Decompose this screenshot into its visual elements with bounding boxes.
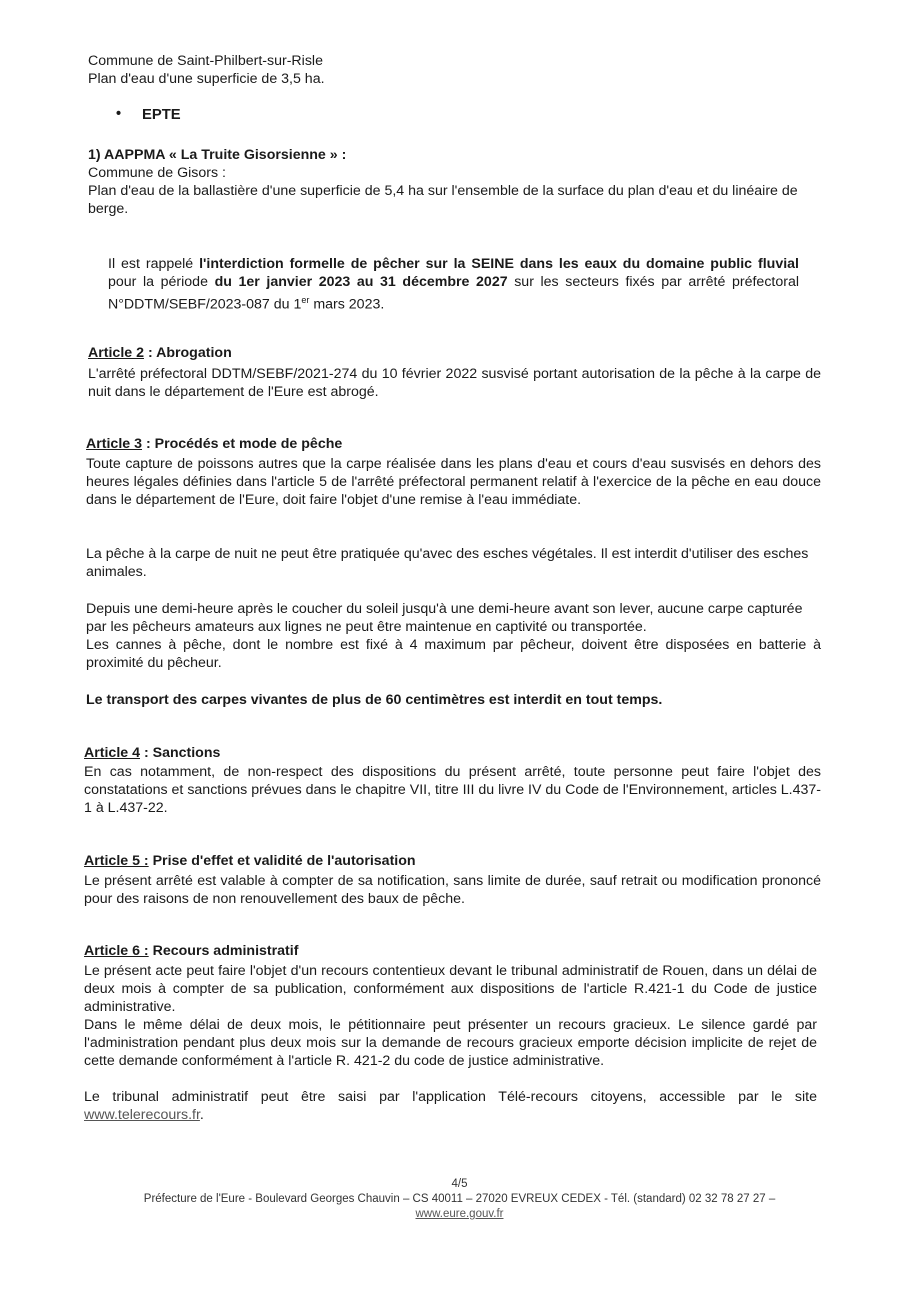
article-3-heading: Article 3 : Procédés et mode de pêche	[86, 436, 343, 452]
article-4-heading: Article 4 : Sanctions	[84, 745, 221, 761]
gisors-plan: Plan d'eau de la ballastière d'une superficie de 5,4 ha sur l'ensemble de la surface du plan d'eau et du linéaire de berge.	[88, 183, 798, 217]
article-2-text: L'arrêté préfectoral DDTM/SEBF/2021-274 du 10 février 2022 susvisé portant autorisation de la pêche à la carpe de nuit dans le département de l'Eure est abrogé.	[88, 366, 821, 400]
bullet-icon: •	[116, 106, 122, 122]
article-3-paragraph-1: Toute capture de poissons autres que la carpe réalisée dans les plans d'eau et cours d'eau susvisés en dehors des heures légales définies dans l'article 5 de l'arrêté préfectoral permanent relatif à l'exercice de la pêche en eau douce dans le département de l'Eure, doit faire l'objet d'une remise à l'eau immédiate.	[86, 456, 821, 508]
section-title-epte: EPTE	[142, 107, 181, 123]
article-3-paragraph-4: Les cannes à pêche, dont le nombre est fixé à 4 maximum par pêcheur, doivent être disposées en batterie à proximité du pêcheur.	[86, 637, 821, 671]
article-4-text: En cas notamment, de non-respect des dispositions du présent arrêté, toute personne peut faire l'objet des constatations et sanctions prévues dans le chapitre VII, titre III du livre IV du Code de l'Environnement, articles L.437-1 à L.437-22.	[84, 764, 821, 816]
footer-site	[0, 1207, 919, 1222]
article-3-paragraph-5: Le transport des carpes vivantes de plus de 60 centimètres est interdit en tout temps.	[86, 692, 663, 708]
article-6-heading: Article 6 : Recours administratif	[84, 943, 299, 959]
page-number: 4/5	[451, 1178, 468, 1190]
eure-gouv-link[interactable]: www.eure.gouv.fr	[415, 1208, 504, 1220]
article-6-paragraph-1: Le présent acte peut faire l'objet d'un recours contentieux devant le tribunal administratif de Rouen, dans un délai de deux mois à compter de sa publication, conformément aux dispositions de l'article R.421-1 du Code de justice administrative.	[84, 963, 817, 1015]
footer-address: Préfecture de l'Eure - Boulevard Georges Chauvin – CS 40011 – 27020 EVREUX CEDEX - Tél. (standard) 02 32 78 27 27 –	[143, 1193, 776, 1205]
article-3-paragraph-2: La pêche à la carpe de nuit ne peut être pratiquée qu'avec des esches végétales. Il est interdit d'utiliser des esches animales.	[86, 546, 809, 580]
intro-plan: Plan d'eau d'une superficie de 3,5 ha.	[88, 71, 325, 87]
rappel-paragraph: Il est rappelé l'interdiction formelle de pêcher sur la SEINE dans les eaux du domaine public fluvial pour la période du 1er janvier 2023 au 31 décembre 2027 sur les secteurs fixés par arrêté préfectoral N°DDTM/SEBF/2023-087 du 1er mars 2023.	[108, 256, 800, 313]
article-2-heading: Article 2 : Abrogation	[88, 345, 232, 361]
telerecours-link[interactable]: www.telerecours.fr	[84, 1106, 200, 1123]
intro-commune: Commune de Saint-Philbert-sur-Risle	[88, 53, 323, 69]
article-6-paragraph-3: Le tribunal administratif peut être saisi par l'application Télé-recours citoyens, accessible par le site www.telerecours.fr.	[84, 1089, 817, 1123]
article-5-text: Le présent arrêté est valable à compter de sa notification, sans limite de durée, sauf retrait ou modification prononcé pour des raisons de non renouvellement des baux de pêche.	[84, 873, 821, 907]
gisors-commune: Commune de Gisors :	[88, 165, 226, 181]
article-5-heading: Article 5 : Prise d'effet et validité de l'autorisation	[84, 853, 416, 869]
article-3-paragraph-3: Depuis une demi-heure après le coucher du soleil jusqu'à une demi-heure avant son lever, aucune carpe capturée par les pêcheurs amateurs aux lignes ne peut être maintenue en captivité ou transportée.	[86, 601, 803, 635]
article-6-paragraph-2: Dans le même délai de deux mois, le pétitionnaire peut présenter un recours gracieux. Le silence gardé par l'administration pendant plus deux mois sur la demande de recours gracieux emporte décision implicite de rejet de cette demande conformément à l'article R. 421-2 du code de justice administrative.	[84, 1017, 817, 1069]
aappma-heading: 1) AAPPMA « La Truite Gisorsienne » :	[88, 147, 347, 163]
